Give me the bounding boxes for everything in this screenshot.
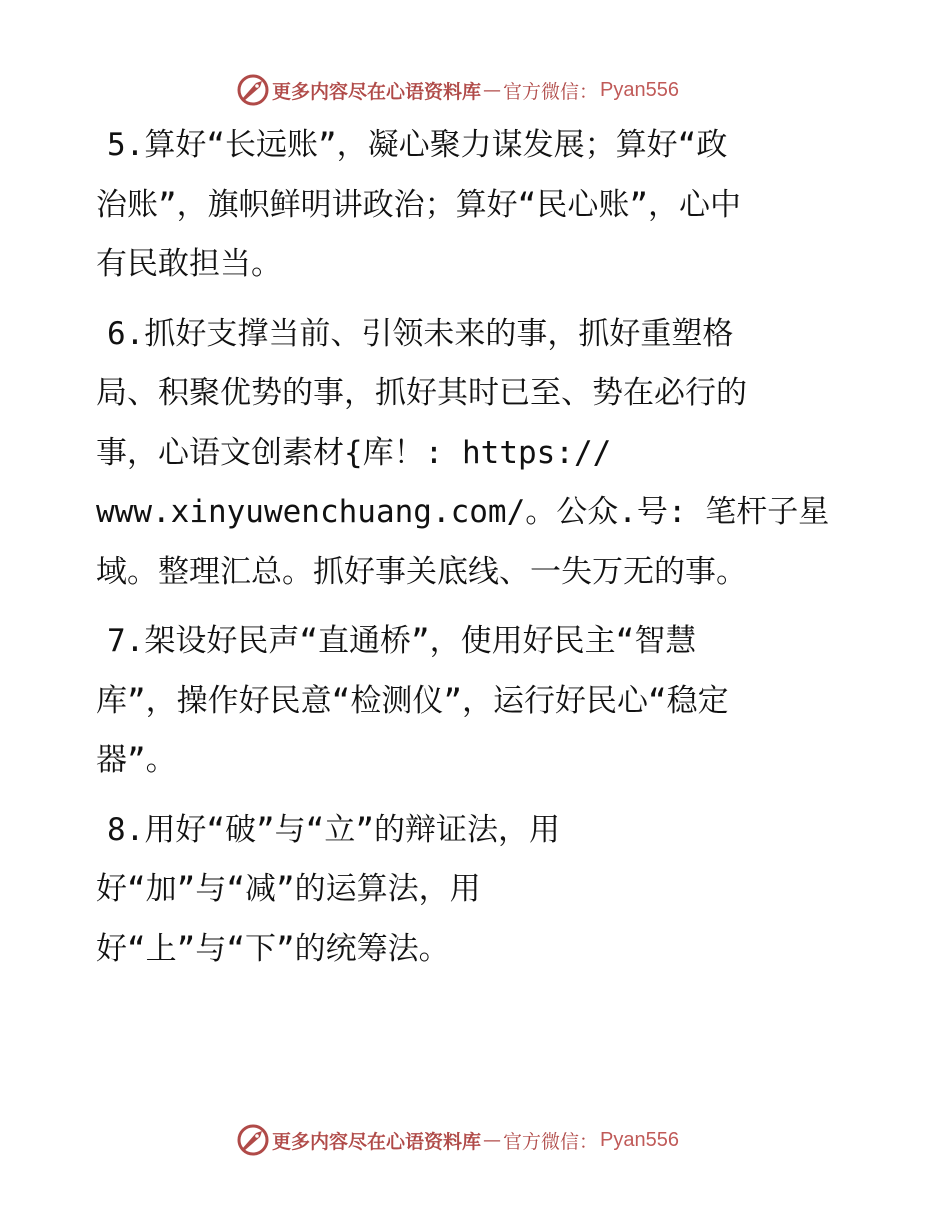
paragraph-line: 7.架设好民声“直通桥”，使用好民主“智慧 — [107, 623, 697, 659]
paragraph-line: 事，心语文创素材{库！: https:// — [96, 434, 612, 471]
paragraph-line: 库”，操作好民意“检测仪”，运行好民心“稳定 — [96, 682, 729, 719]
paragraph-line: 好“加”与“减”的运算法，用 — [96, 871, 481, 907]
footer-official-label: 官方微信： — [503, 1130, 599, 1153]
paragraph-line: 局、积聚优势的事，抓好其时已至、势在必行的 — [96, 375, 747, 411]
footer-contact-id: Pyan556 — [600, 1128, 679, 1151]
footer-promo-text: 更多内容尽在心语资料库 — [272, 1130, 482, 1153]
paragraph-line: 好“上”与“下”的统筹法。 — [96, 930, 450, 967]
paragraph-line: www.xinyuwenchuang.com/。公众.号: 笔杆子星 — [96, 494, 830, 530]
paragraph-line: 有民敢担当。 — [96, 246, 282, 282]
pen-nib-logo-icon — [236, 73, 270, 107]
pen-nib-logo-icon — [236, 1123, 270, 1157]
paragraph-line: 6.抓好支撑当前、引领未来的事，抓好重塑格 — [107, 315, 734, 352]
header-separator: — — [483, 79, 502, 101]
paragraph-line: 8.用好“破”与“立”的辩证法，用 — [107, 811, 560, 848]
paragraph-line: 治账”，旗帜鲜明讲政治；算好“民心账”，心中 — [96, 186, 741, 223]
footer-banner — [236, 1122, 716, 1158]
header-banner — [236, 72, 716, 108]
header-contact-id: Pyan556 — [600, 78, 679, 101]
paragraph-line: 器”。 — [96, 742, 177, 778]
footer-separator: — — [483, 1129, 502, 1151]
header-official-label: 官方微信： — [503, 80, 599, 103]
paragraph-6 — [96, 305, 866, 603]
paragraph-7 — [96, 612, 866, 791]
paragraph-5 — [96, 116, 866, 295]
document-body — [96, 116, 866, 989]
paragraph-8 — [96, 801, 866, 980]
header-promo-text: 更多内容尽在心语资料库 — [272, 80, 482, 103]
paragraph-line: 域。整理汇总。抓好事关底线、一失万无的事。 — [96, 553, 747, 590]
paragraph-line: 5.算好“长远账”，凝心聚力谋发展；算好“政 — [107, 127, 728, 163]
